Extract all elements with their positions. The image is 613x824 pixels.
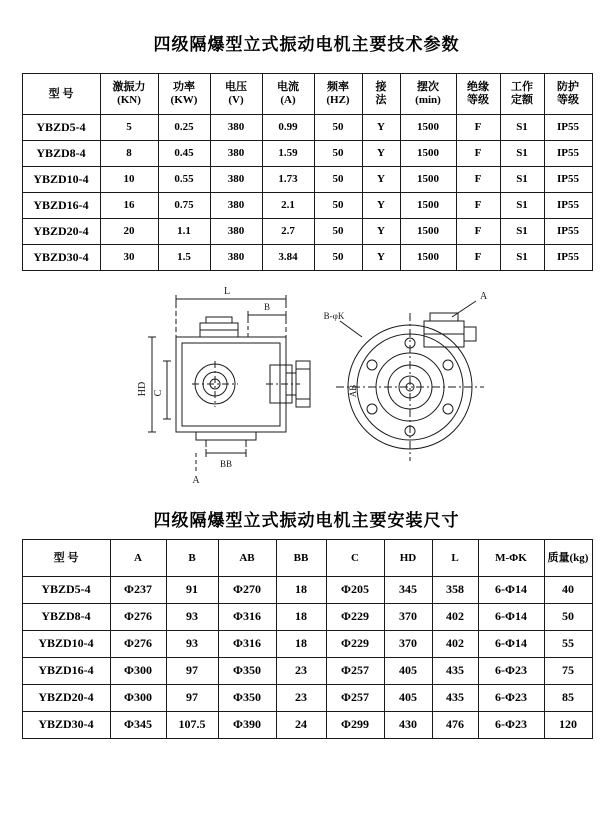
cell-weight: 85 bbox=[544, 685, 592, 712]
cell-L: 402 bbox=[432, 631, 478, 658]
header-line1: 功率 bbox=[173, 81, 195, 94]
column-header bbox=[432, 540, 478, 577]
cell-frequency: 50 bbox=[314, 141, 362, 167]
header-line1: 电流 bbox=[277, 81, 299, 94]
column-header bbox=[500, 74, 544, 115]
column-header bbox=[326, 540, 384, 577]
header-line1: 工作 bbox=[511, 81, 533, 94]
cell-protection: IP55 bbox=[544, 141, 592, 167]
cell-model: YBZD5-4 bbox=[22, 577, 110, 604]
dimension-label-L: L bbox=[223, 286, 231, 297]
header-line1: AB bbox=[239, 551, 255, 564]
column-header bbox=[544, 74, 592, 115]
cell-C: Φ299 bbox=[326, 712, 384, 739]
header-line1: 电压 bbox=[225, 81, 247, 94]
header-line1: 质量 bbox=[547, 551, 570, 564]
cell-model: YBZD30-4 bbox=[22, 245, 100, 271]
table-row bbox=[22, 141, 592, 167]
cell-B: 97 bbox=[166, 658, 218, 685]
header-line2: (A) bbox=[280, 94, 296, 106]
cell-weight: 40 bbox=[544, 577, 592, 604]
cell-weight: 50 bbox=[544, 604, 592, 631]
cell-L: 435 bbox=[432, 658, 478, 685]
cell-speed: 1500 bbox=[400, 193, 456, 219]
cell-force: 8 bbox=[100, 141, 158, 167]
table-header-row bbox=[22, 540, 592, 577]
cell-force: 30 bbox=[100, 245, 158, 271]
motor-technical-drawing bbox=[0, 277, 613, 492]
cell-model: YBZD10-4 bbox=[22, 631, 110, 658]
dimension-label-BK: B-φK bbox=[323, 311, 345, 321]
column-header bbox=[22, 540, 110, 577]
document-page bbox=[0, 30, 613, 824]
cell-model: YBZD5-4 bbox=[22, 115, 100, 141]
technical-parameters-table-wrapper bbox=[22, 73, 592, 271]
cell-C: Φ257 bbox=[326, 658, 384, 685]
header-line1: M-ΦK bbox=[495, 551, 527, 564]
cell-duty: S1 bbox=[500, 193, 544, 219]
cell-voltage: 380 bbox=[210, 141, 262, 167]
cell-BB: 18 bbox=[276, 577, 326, 604]
table-row bbox=[22, 712, 592, 739]
header-line2: (kg) bbox=[569, 551, 589, 564]
column-header bbox=[478, 540, 544, 577]
cell-duty: S1 bbox=[500, 141, 544, 167]
cell-AB: Φ270 bbox=[218, 577, 276, 604]
cell-MK: 6-Φ14 bbox=[478, 631, 544, 658]
page-title-installation-dimensions: 四级隔爆型立式振动电机主要安装尺寸 bbox=[153, 511, 460, 530]
header-line1: 摆次 bbox=[417, 81, 439, 94]
cell-protection: IP55 bbox=[544, 219, 592, 245]
cell-weight: 120 bbox=[544, 712, 592, 739]
cell-speed: 1500 bbox=[400, 167, 456, 193]
cell-connection: Y bbox=[362, 115, 400, 141]
cell-AB: Φ350 bbox=[218, 685, 276, 712]
cell-protection: IP55 bbox=[544, 245, 592, 271]
cell-BB: 18 bbox=[276, 631, 326, 658]
cell-duty: S1 bbox=[500, 115, 544, 141]
cell-frequency: 50 bbox=[314, 193, 362, 219]
cell-current: 1.59 bbox=[262, 141, 314, 167]
header-line1: 型 号 bbox=[48, 87, 74, 100]
header-line1: HD bbox=[399, 551, 417, 564]
cell-BB: 23 bbox=[276, 685, 326, 712]
drawing-svg bbox=[0, 277, 613, 492]
cell-MK: 6-Φ14 bbox=[478, 577, 544, 604]
cell-L: 358 bbox=[432, 577, 478, 604]
cell-insulation: F bbox=[456, 141, 500, 167]
cell-MK: 6-Φ14 bbox=[478, 604, 544, 631]
cell-insulation: F bbox=[456, 115, 500, 141]
cell-insulation: F bbox=[456, 193, 500, 219]
cell-force: 16 bbox=[100, 193, 158, 219]
cell-connection: Y bbox=[362, 141, 400, 167]
table-row bbox=[22, 658, 592, 685]
cell-insulation: F bbox=[456, 167, 500, 193]
cell-HD: 370 bbox=[384, 631, 432, 658]
technical-parameters-table bbox=[22, 73, 593, 271]
cell-power: 0.45 bbox=[158, 141, 210, 167]
column-header bbox=[314, 74, 362, 115]
cell-current: 0.99 bbox=[262, 115, 314, 141]
cell-model: YBZD16-4 bbox=[22, 658, 110, 685]
table-row bbox=[22, 193, 592, 219]
dimension-label-AB: AB bbox=[348, 384, 358, 398]
table-row bbox=[22, 167, 592, 193]
header-line1: L bbox=[451, 551, 459, 564]
cell-insulation: F bbox=[456, 219, 500, 245]
header-line1: A bbox=[134, 551, 142, 564]
cell-frequency: 50 bbox=[314, 219, 362, 245]
cell-power: 1.5 bbox=[158, 245, 210, 271]
table-row bbox=[22, 245, 592, 271]
column-header bbox=[362, 74, 400, 115]
column-header bbox=[218, 540, 276, 577]
header-line2: 定额 bbox=[511, 94, 533, 106]
cell-power: 0.25 bbox=[158, 115, 210, 141]
table-row bbox=[22, 219, 592, 245]
cell-force: 5 bbox=[100, 115, 158, 141]
cell-voltage: 380 bbox=[210, 167, 262, 193]
cell-model: YBZD16-4 bbox=[22, 193, 100, 219]
table-row bbox=[22, 604, 592, 631]
cell-voltage: 380 bbox=[210, 193, 262, 219]
header-line1: B bbox=[188, 551, 196, 564]
cell-A: Φ300 bbox=[110, 658, 166, 685]
cell-protection: IP55 bbox=[544, 167, 592, 193]
cell-connection: Y bbox=[362, 167, 400, 193]
cell-A: Φ237 bbox=[110, 577, 166, 604]
cell-L: 435 bbox=[432, 685, 478, 712]
table-row bbox=[22, 685, 592, 712]
cell-MK: 6-Φ23 bbox=[478, 712, 544, 739]
cell-duty: S1 bbox=[500, 219, 544, 245]
cell-voltage: 380 bbox=[210, 219, 262, 245]
cell-protection: IP55 bbox=[544, 193, 592, 219]
header-line1: 型 号 bbox=[53, 551, 79, 564]
cell-A: Φ345 bbox=[110, 712, 166, 739]
cell-HD: 405 bbox=[384, 685, 432, 712]
table-row bbox=[22, 631, 592, 658]
cell-power: 0.75 bbox=[158, 193, 210, 219]
cell-connection: Y bbox=[362, 219, 400, 245]
cell-force: 20 bbox=[100, 219, 158, 245]
column-header bbox=[400, 74, 456, 115]
cell-current: 2.1 bbox=[262, 193, 314, 219]
cell-HD: 430 bbox=[384, 712, 432, 739]
column-header bbox=[22, 74, 100, 115]
dimension-label-B: B bbox=[263, 302, 271, 312]
cell-connection: Y bbox=[362, 193, 400, 219]
cell-BB: 24 bbox=[276, 712, 326, 739]
header-line1: 防护 bbox=[557, 81, 579, 94]
header-line2: (min) bbox=[415, 94, 441, 106]
cell-B: 91 bbox=[166, 577, 218, 604]
cell-AB: Φ350 bbox=[218, 658, 276, 685]
dimension-label-A-leader: A bbox=[480, 291, 488, 302]
cell-A: Φ276 bbox=[110, 604, 166, 631]
header-line1: C bbox=[351, 551, 359, 564]
installation-dimensions-table bbox=[22, 539, 593, 739]
table-row bbox=[22, 115, 592, 141]
cell-connection: Y bbox=[362, 245, 400, 271]
header-line2: 等级 bbox=[557, 94, 579, 106]
cell-AB: Φ316 bbox=[218, 631, 276, 658]
cell-model: YBZD20-4 bbox=[22, 685, 110, 712]
cell-A: Φ276 bbox=[110, 631, 166, 658]
cell-model: YBZD10-4 bbox=[22, 167, 100, 193]
header-line1: 接 bbox=[375, 81, 387, 94]
column-header bbox=[158, 74, 210, 115]
cell-frequency: 50 bbox=[314, 115, 362, 141]
cell-speed: 1500 bbox=[400, 245, 456, 271]
cell-current: 1.73 bbox=[262, 167, 314, 193]
cell-L: 402 bbox=[432, 604, 478, 631]
cell-L: 476 bbox=[432, 712, 478, 739]
cell-HD: 370 bbox=[384, 604, 432, 631]
header-line2: (HZ) bbox=[326, 94, 350, 106]
cell-HD: 405 bbox=[384, 658, 432, 685]
cell-HD: 345 bbox=[384, 577, 432, 604]
column-header bbox=[262, 74, 314, 115]
column-header bbox=[456, 74, 500, 115]
cell-current: 2.7 bbox=[262, 219, 314, 245]
table-header-row bbox=[22, 74, 592, 115]
column-header bbox=[384, 540, 432, 577]
cell-duty: S1 bbox=[500, 245, 544, 271]
cell-current: 3.84 bbox=[262, 245, 314, 271]
cell-weight: 55 bbox=[544, 631, 592, 658]
installation-dimensions-table-wrapper bbox=[22, 539, 592, 739]
cell-MK: 6-Φ23 bbox=[478, 685, 544, 712]
cell-model: YBZD8-4 bbox=[22, 141, 100, 167]
dimension-label-BB: BB bbox=[219, 459, 233, 469]
cell-speed: 1500 bbox=[400, 219, 456, 245]
cell-AB: Φ316 bbox=[218, 604, 276, 631]
cell-MK: 6-Φ23 bbox=[478, 658, 544, 685]
cell-B: 107.5 bbox=[166, 712, 218, 739]
cell-model: YBZD30-4 bbox=[22, 712, 110, 739]
column-header bbox=[544, 540, 592, 577]
dimension-label-HD: HD bbox=[137, 381, 148, 397]
header-line1: 频率 bbox=[327, 81, 349, 94]
cell-model: YBZD20-4 bbox=[22, 219, 100, 245]
cell-model: YBZD8-4 bbox=[22, 604, 110, 631]
header-line1: 绝缘 bbox=[467, 81, 489, 94]
cell-frequency: 50 bbox=[314, 167, 362, 193]
cell-C: Φ257 bbox=[326, 685, 384, 712]
cell-B: 93 bbox=[166, 604, 218, 631]
dimension-label-A-bottom: A bbox=[192, 475, 200, 486]
header-line2: 等级 bbox=[467, 94, 489, 106]
header-line2: (KW) bbox=[170, 94, 198, 106]
cell-B: 97 bbox=[166, 685, 218, 712]
header-line1: 激振力 bbox=[112, 81, 146, 94]
header-line1: BB bbox=[293, 551, 309, 564]
cell-speed: 1500 bbox=[400, 141, 456, 167]
header-line2: (V) bbox=[228, 94, 244, 106]
cell-AB: Φ390 bbox=[218, 712, 276, 739]
page-title-technical-parameters: 四级隔爆型立式振动电机主要技术参数 bbox=[153, 35, 460, 54]
header-line2: 法 bbox=[375, 94, 387, 106]
cell-A: Φ300 bbox=[110, 685, 166, 712]
cell-power: 0.55 bbox=[158, 167, 210, 193]
cell-power: 1.1 bbox=[158, 219, 210, 245]
cell-insulation: F bbox=[456, 245, 500, 271]
cell-duty: S1 bbox=[500, 167, 544, 193]
dimension-label-C: C bbox=[153, 389, 164, 397]
header-line2: (KN) bbox=[117, 94, 141, 106]
cell-voltage: 380 bbox=[210, 245, 262, 271]
column-header bbox=[166, 540, 218, 577]
cell-voltage: 380 bbox=[210, 115, 262, 141]
cell-protection: IP55 bbox=[544, 115, 592, 141]
cell-frequency: 50 bbox=[314, 245, 362, 271]
cell-BB: 23 bbox=[276, 658, 326, 685]
cell-C: Φ229 bbox=[326, 631, 384, 658]
column-header bbox=[100, 74, 158, 115]
cell-weight: 75 bbox=[544, 658, 592, 685]
cell-C: Φ205 bbox=[326, 577, 384, 604]
cell-B: 93 bbox=[166, 631, 218, 658]
cell-force: 10 bbox=[100, 167, 158, 193]
cell-C: Φ229 bbox=[326, 604, 384, 631]
cell-speed: 1500 bbox=[400, 115, 456, 141]
cell-BB: 18 bbox=[276, 604, 326, 631]
column-header bbox=[110, 540, 166, 577]
column-header bbox=[276, 540, 326, 577]
column-header bbox=[210, 74, 262, 115]
table-row bbox=[22, 577, 592, 604]
